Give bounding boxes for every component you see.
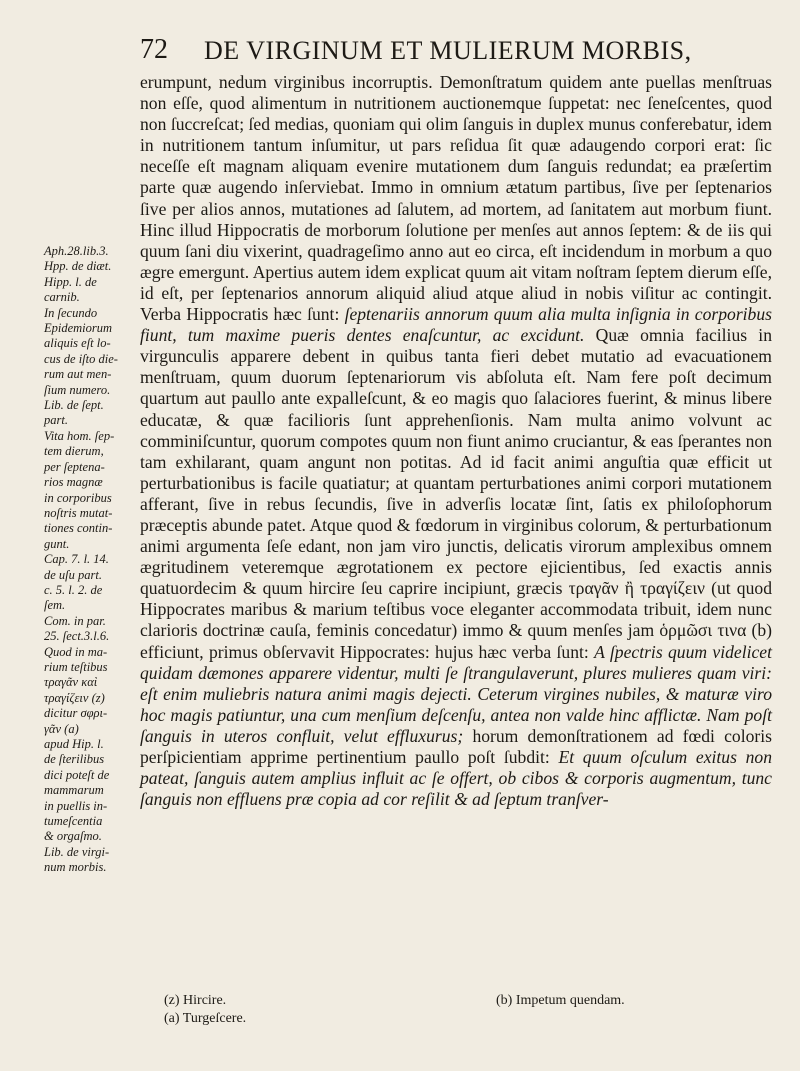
footnote-b: (b) Impetum quendam. xyxy=(496,993,625,1008)
margin-note-line: tumeſcentia xyxy=(44,814,103,829)
footnote-a: (a) Turgeſcere. xyxy=(164,1011,247,1026)
margin-note-line: In ſecundo xyxy=(44,305,98,320)
margin-note-line: rium teſtibus xyxy=(44,659,108,674)
margin-note-line: Lib. de virgi- xyxy=(44,844,110,859)
margin-note-line: carnib. xyxy=(44,290,80,305)
margin-note-line: num morbis. xyxy=(44,860,107,875)
margin-note-line: apud Hip. l. xyxy=(44,737,104,751)
footnotes-left xyxy=(164,992,246,1028)
margin-note-line: τραγίζειν (z) xyxy=(44,690,105,705)
margin-note-line: γᾶν (a) xyxy=(44,721,79,736)
margin-note-line: τραγᾶν καὶ xyxy=(44,675,98,690)
text-run: erumpunt, nedum virginibus incorruptis. Demonſtratum quidem ante puellas menſtruas non eſſe, quod alimentum in nutritionem auctionemque ſuppetat: nec ſeneſcentes, quod non ſuccreſcat; ſed medias, quoniam qui olim ſanguis in duplex munus conferebatur, idem in nutritionem tantum inſumitur, ut pars reſidua ſit quæ adaugendo corpori erat: ſic neceſſe eſt magnam aliquam evenire mutationem dum ſanguis redundat; ea præſertim parte quæ augendo inſerviebat. Immo in omnium ætatum partibus, ſive per ſeptenarios ſive per alios annos, mutationes ad ſalutem, ad mortem, ad ſanitatem aut morbum fiunt. Hinc illud Hippocratis de morborum ſolutione per menſes aut annos ſeptem: & de iis qui quum ſani diu vixerint, quadrageſimo anno aut eo circa, eſt incidendum in morbum a quo ægre emergunt. Apertius autem idem explicat quum ait vitam noſtram ſeptem dierum eſſe, id eſt, per ſeptenarios annorum aliquid aliud atque aliud in nobis viſitur ac contingit. Verba Hippocratis hæc ſunt: xyxy=(140,72,772,325)
margin-note-line: noſtris mutat- xyxy=(44,505,113,520)
margin-note-line: Vita hom. ſep- xyxy=(44,428,115,443)
margin-note-line: Cap. 7. l. 14. xyxy=(44,552,109,567)
margin-note-line: cus de iſto die- xyxy=(44,351,118,366)
margin-note-line: part. xyxy=(44,413,68,428)
margin-note-line: rum aut men- xyxy=(44,367,112,382)
margin-note-line: Lib. de ſept. xyxy=(44,398,104,413)
margin-note-line: gunt. xyxy=(44,536,70,551)
margin-note-line: Hipp. l. de xyxy=(44,274,97,289)
margin-note-line: de uſu part. xyxy=(44,567,102,582)
margin-note-line: de ſterilibus xyxy=(44,752,105,767)
footnote-z: (z) Hircire. xyxy=(164,993,227,1008)
running-title: DE VIRGINUM ET MULIERUM MORBIS, xyxy=(204,36,692,65)
text-run: horum demonſtrationem ad fœdi coloris perſpicientiam apprime pertinentium paullo poſt ſubdit: xyxy=(140,725,772,767)
margin-note-line: Epidemiorum xyxy=(44,321,113,336)
margin-note-line: dicitur σφρι- xyxy=(44,706,108,721)
margin-note-line: Com. in par. xyxy=(44,613,106,628)
paragraph xyxy=(140,72,772,810)
margin-note-line: c. 5. l. 2. de xyxy=(44,582,103,597)
margin-note-line: in corporibus xyxy=(44,490,112,505)
margin-note-line: in puellis in- xyxy=(44,798,108,813)
margin-note-line: aliquis eſt lo- xyxy=(44,336,111,351)
quotation-italic: ſeptenariis annorum quum alia multa inſignia in corporibus fiunt, tum maxime pueris dentes enaſcuntur, ac excidunt. xyxy=(140,304,772,346)
quotation-italic: A ſpectris quum videlicet quidam dæmones apparere videntur, multi ſe ſtrangulaverunt, plures mulieres quam viri: eſt enim muliebris natura animi magis dejecti. Ceterum virgines nubiles, & maturæ viro hoc magis patiuntur, una cum menſium deſcenſu, antea non valde hinc afflictæ. Nam poſt ſanguis in uteros confluit, velut effluxurus; xyxy=(140,641,772,746)
quotation-italic: Et quum oſculum exitus non pateat, ſanguis autem amplius influit ac ſe offert, ob cibos & corporis augmentum, tunc ſanguis non effluens præ copia ad cor reſilit & ad ſeptum tranſver- xyxy=(140,747,772,810)
margin-note-line: dici poteſt de xyxy=(44,767,110,782)
margin-note-line: rios magnæ xyxy=(44,475,103,490)
margin-note-line: mammarum xyxy=(44,783,104,798)
margin-note-line: ſem. xyxy=(44,598,66,613)
margin-note-line: ſium numero. xyxy=(44,382,111,397)
page-number: 72 xyxy=(140,34,168,65)
body-text xyxy=(140,72,772,810)
margin-note-line: Aph.28.lib.3. xyxy=(44,244,109,258)
margin-note-line: tem dierum, xyxy=(44,444,104,459)
marginalia xyxy=(44,244,134,876)
margin-note-line: 25. ſect.3.l.6. xyxy=(44,629,110,644)
margin-note-line: & orgaſmo. xyxy=(44,829,102,844)
margin-note-line: tiones contin- xyxy=(44,521,113,536)
margin-note-line: Quod in ma- xyxy=(44,644,108,659)
margin-note-line: Hpp. de diæt. xyxy=(44,259,112,274)
margin-note-line: per ſeptena- xyxy=(44,459,105,474)
text-run: Quæ omnia facilius in virgunculis apparere debent in quibus tanta fieri debet mutatio ad evacuationem menſtruam, quum duorum ſeptenariorum vis abſoluta eſt. Nam fere poſt decimum quartum aut paullo ante expalleſcunt, & eo magis quo ſalaciores fuerint, & minus libere educatæ, & quæ facilioris ſunt apprehenſionis. Nam multa animo volvunt ac comminiſcuntur, quorum compotes quum non fiunt animo cruciantur, & eas ſperantes non tam exhilarant, quam angunt non potitas. Ad id facit animi anguſtia quæ efficit ut perturbationibus is facile quatiatur; at quantam perturbationes animi corpori mutationem afferant, ſive in rebus ſecundis, ſive in adverſis locatæ ſint, ſatis ex philoſophorum præceptis abunde patet. Atque quod & fœdorum in virginibus colorum, & perturbationum animi argumenta ſeſe edant, non jam viro junctis, delicatis virorum amplexibus omnem ægritudinem veteremque ægrotationem ex pectore ejicientibus, ſed exactis annis quatuordecim & quum hircire ſeu caprire incipiunt, græcis τραγᾶν ἢ τραγίζειν (ut quod Hippocrates maribus & marium teſtibus voce eleganter accommodata tribuit, idem nunc clarioris doctrinæ cauſa, feminis concedatur) immo & quum menſes jam ὁρμῶσι τινα (b) efficiunt, primus obſervavit Hippocrates: hujus hæc verba ſunt: xyxy=(140,325,772,662)
